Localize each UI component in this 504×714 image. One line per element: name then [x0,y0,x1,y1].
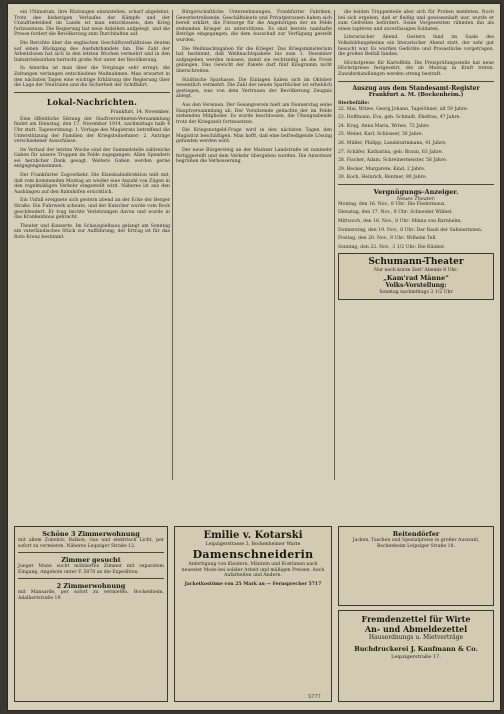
article-paragraph: Ein Unfall ereignete sich gestern abend an der Ecke der Berger Straße. Ein Fuhrwerk scheute, und der Kutscher wurde vom Bock geschleudert. Er trug leichte Verletzungen davon und wurde in das Krankenhaus gebracht. [14,198,170,221]
ad-title: Zimmer gesucht [61,556,121,565]
tailor-tagline: Damenschneiderin [192,548,314,561]
registry-subtitle: Frankfurt a. M. (Bockenheim.) [368,91,464,98]
registry-deaths-label: Sterbefälle: [338,99,370,106]
article-paragraph: Aus den Vereinen. Der Gesangverein hielt am Donnerstag seine Hauptversammlung ab. Der Vorsitzende gedachte der im Felde stehenden Mitglieder. Es wurde beschlossen, die Übungsabende trotz der Kriegszeit fortzusetzen. [176,102,332,125]
schumann-title: Schumann-Theater [368,257,464,268]
column-divider [172,10,173,480]
tailor-footer: Jacketkostüme von 25 Mark an — Fernsprecher 5717 [184,581,322,587]
schumann-theater-ad [338,253,494,299]
registry-entry: 22. Mai, Witwe, Georg Johann, Tagelöhner, alt 59 Jahre. [338,106,469,112]
registry-entry: 30. Koch, Heinrich, Rentner, 80 Jahre. [338,175,428,181]
print-ad-title: Fremdenzettel für Wirte [361,614,471,624]
schumann-line1: Nur noch kurze Zeit! Abends 8 Uhr: [373,268,459,274]
tailor-ad [174,526,332,702]
article-paragraph: ein Ultimatum, ihre Rüstungen einzustellen, scharf abgelehnt. Trotz des bisherigen Verlaufes der Kämpfe und der Unzufriedenheit im Lande ist man entschlossen, den Krieg fortzusetzen. Die Regierung hat neue Anleihen aufgelegt, und die Presse fordert die Bevölkerung zum Durchhalten auf. [14,10,170,38]
column-1 [14,10,170,244]
ad-number: 5777 [308,694,321,700]
divider [14,92,170,93]
article-paragraph: Im Verlauf der letzten Woche sind der Sammelstelle zahlreiche Gaben für unsere Truppen im Felde zugegangen. Allen Spendern sei herzlicher Dank gesagt. Weitere Gaben werden gerne entgegengenommen. [14,147,170,170]
article-paragraph: In Amerika ist man über die Vorgänge sehr erregt; die Zeitungen verlangen entschiedene Maßnahmen. Man erwartet in den nächsten Tagen eine wichtige Erklärung der Regierung über die Lage der Neutralen und die Sicherheit der Schiffahrt. [14,66,170,89]
registry-entry: 24. Krug, Anna Maria, Witwe, 72 Jahre. [338,123,431,129]
registry-entry: 26. Müller, Philipp, Landsturmmann, 41 Jahre. [338,140,447,146]
article-paragraph: Eine öffentliche Sitzung der Stadtverordneten-Versammlung findet am Dienstag, den 17. November 1914, nachmittags halb 4 Uhr statt. Tagesordnung: 1. Vorlage des Magistrats betreffend die Unterstützung der Familien der Kriegsteilnehmer; 2. Anträge verschiedener Ausschüsse. [14,116,170,145]
divider [18,578,164,579]
article-paragraph: Der neue Bürgersteig an der Mainzer Landstraße ist nunmehr fertiggestellt und dem Verkehr übergeben worden. Die Anwohner begrüßen die Verbesserung. [176,148,332,165]
print-ad-line5: Leipzigerstraße 17. [391,654,441,660]
ad-body: Junger Mann sucht möbliertes Zimmer mit separatem Eingang. Angebote unter F. 5878 an die Expedition. [18,564,164,575]
schumann-line3: Volks-Vorstellung: [385,282,447,290]
print-shop-ad [338,610,494,702]
print-ad-line2: An- und Abmeldezettel [364,624,468,634]
newspaper-page [8,4,500,710]
article-paragraph: Theater und Konzerte. Im Schauspielhaus gelangt am Sonntag ein vaterländisches Stück zur Aufführung; der Ertrag ist für das Rote Kreuz bestimmt. [14,223,170,240]
dateline: Frankfurt, 14. November. [110,109,170,115]
divider [18,552,164,553]
tailor-address: Leipzigerstrasse 3, Bockenheimer Warte [205,542,301,547]
column-2 [176,10,332,168]
article-paragraph: Höchstpreise für Kartoffeln. Die Preisprüfungsstelle hat neue Höchstpreise festgesetzt, die ab Montag in Kraft treten. Zuwiderhandlungen werden streng bestraft. [338,60,494,77]
article-paragraph: Bürgerschaftliche Unternehmungen, Frankfurter Fabriken, Gewerbetreibende, Geschäftsleute und Privatpersonen haben sich bereit erklärt, die Fürsorge für die Angehörigen der im Felde stehenden Krieger zu unterstützen. Es sind bereits namhafte Beträge eingegangen, die dem Ausschuß zur Verfügung gestellt wurden. [176,10,332,43]
article-paragraph: Die Weihnachtsgaben für die Krieger. Das Kriegsministerium hat bestimmt, daß Weihnachtspakete bis zum 1. Dezember aufgegeben werden müssen, damit sie rechtzeitig an die Front gelangen. Das Gewicht der Pakete darf fünf Kilogramm nicht überschreiten. [176,46,332,74]
article-paragraph: Der Frankfurter Zugverkehr. Die Eisenbahndirektion teilt mit, daß vom kommenden Montag an wieder eine Anzahl von Zügen in den regelmäßigen Verkehr eingestellt wird. Näheres ist aus den Aushängen auf den Bahnhöfen ersichtlich. [14,173,170,195]
tailor-body: Anfertigung von Kleidern, Mänteln und Kostümen nach neuester Mode bei solider Arbeit und mäßigen Preisen. Auch Aufarbeiten und Ändern. [181,562,325,579]
ad-title: 2 Zimmerwohnung [56,582,126,591]
schumann-line4: Sonntag nachmittags 3 1/2 Uhr [379,290,453,296]
ad-body: mit allem Zubehör, Balkon, Gas und elektrisch Licht, per sofort zu vermieten. Näheres Leipziger Straße 12. [18,538,164,549]
registry-title: Auszug aus dem Standesamt-Register [352,84,480,92]
registry-entry: 29. Becker, Margarete, Kind, 2 Jahre. [338,166,426,172]
event-line: Sonntag, den 22. Nov., 3 1/2 Uhr: Die Räuber. [338,244,446,250]
column-divider [334,10,335,480]
ad-body: mit Mansarde, per sofort zu vermieten. Bockenheim, Adalbertstraße 19. [18,590,164,601]
tailor-name: Emilie v. Kotarski [203,530,303,541]
reitendoerfer-title: Reitendörfer [392,530,440,538]
classified-ads-left [14,526,168,702]
registry-entry: 27. Schäfer, Katharina, geb. Braun, 63 Jahre. [338,149,444,155]
column-3 [338,10,494,303]
events-title: Vergnügungs-Anzeiger. [373,187,459,196]
print-ad-line4: Buchdruckerei J. Kaufmann & Co. [354,645,478,653]
schumann-line2: „Kam'rad Männe“ [383,274,449,283]
article-paragraph: Städtische Sparkasse. Die Einlagen haben sich im Oktober wesentlich vermehrt. Die Zahl der neuen Sparbücher ist erheblich gestiegen, was von dem Vertrauen der Bevölkerung Zeugnis ablegt. [176,77,332,100]
event-line: Donnerstag, den 19. Nov., 8 Uhr: Der Raub der Sabinerinnen. [338,227,483,233]
event-line: Montag, den 16. Nov., 8 Uhr: Die Fledermaus. [338,201,446,207]
event-line: Mittwoch, den 18. Nov., 8 Uhr: Minna von Barnhelm. [338,219,462,225]
divider [338,184,494,185]
section-heading: Lokal-Nachrichten. [46,96,138,107]
reitendoerfer-ad [338,526,494,606]
events-subtitle: Neues Theater. [396,195,436,202]
divider [338,81,494,82]
print-ad-line3: Hauserdnungs u. Mietverträge [368,634,464,641]
article-paragraph: die beiden Truppenteile aber sich für Proben meldeten. Noch bei sich ergeben, daß er fleißig und gewissenhaft war, wurde er zum Gefreiten befördert. Seine Vorgesetzten rühmten ihn als einen tapferen und zuverlässigen Soldaten. [338,10,494,32]
ad-title: Schöne 3 Zimmerwohnung [42,530,140,538]
registry-entry: 23. Hoffmann, Eva, geb. Schmidt, Ehefrau, 47 Jahre. [338,115,461,121]
article-paragraph: Die Kriegsnotgeld-Frage wird in den nächsten Tagen den Magistrat beschäftigen. Man hofft, daß eine befriedigende Lösung gefunden werden wird. [176,128,332,145]
article-paragraph: Literarischer Abend. Gestern fand im Saale des Volksbildungsheims ein literarischer Abend statt, der sehr gut besucht war. Es wurden Gedichte und Prosastücke vorgetragen, die großen Beifall fanden. [338,35,494,58]
event-line: Freitag, den 20. Nov., 8 Uhr: Wilhelm Tell. [338,236,437,242]
registry-entry: 28. Fischer, Adam, Schreinermeister, 58 Jahre. [338,158,448,164]
reitendoerfer-body: Jacken, Taschen und Spezialpreise in großer Auswahl, Bockenheim Leipziger Straße 18. [352,538,480,549]
registry-entry: 25. Weber, Karl, Schlosser, 36 Jahre. [338,132,424,138]
event-line: Dienstag, den 17. Nov., 8 Uhr: Schneider Wibbel. [338,210,453,216]
article-paragraph: Die Berichte über die englischen Geschäftsverhältnisse deuten auf einen Rückgang des Ausfuhrhandels hin. Die Zahl der Arbeitslosen hat sich in den letzten Wochen vermehrt und in den Industriebezirken herrscht große Not unter der Bevölkerung. [14,40,170,63]
